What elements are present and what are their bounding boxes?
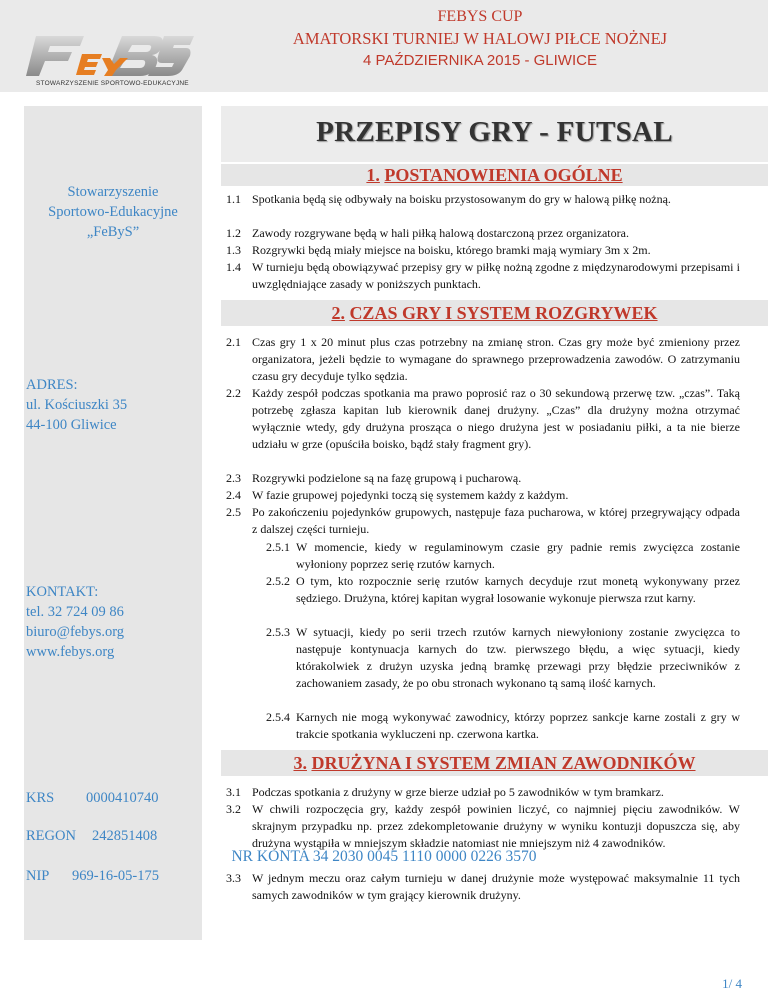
febys-logo-icon	[22, 30, 194, 80]
header-date: 4 PAŹDZIERNIKA 2015 - GLIWICE	[363, 52, 597, 69]
contact-website[interactable]: www.febys.org	[26, 644, 115, 660]
rule-text: W chwili rozpoczęcia gry, każdy zespół powinien liczyć, co najmniej pięciu zawodników. W skrajnym przypadku np. przez zdekompletowanie drużyny w wyniku kontuzji dopuszcza się, aby drużyna wystąpiła w mniejszym składzie natomiast nie mniejszym niż 4 zawodników.	[252, 802, 740, 850]
rule-item	[226, 242, 740, 259]
header-subtitle: AMATORSKI TURNIEJ W HALOWJ PIŁCE NOŻNEJ	[292, 29, 668, 48]
sidebar-contact	[26, 582, 124, 662]
section-number: 1.	[366, 165, 380, 185]
sidebar-address	[26, 375, 127, 435]
rule-text: Po zakończeniu pojedynków grupowych, następuje faza pucharowa, w której przegrywający odpada z dalszej części turnieju.	[252, 505, 740, 536]
rule-item	[226, 870, 740, 904]
nip-label: NIP	[26, 868, 50, 884]
address-city: 44-100 Gliwice	[26, 417, 117, 433]
rule-item	[226, 334, 740, 385]
rule-text: W momencie, kiedy w regulaminowym czasie gry padnie remis zwycięzca zostanie wyłoniony poprzez serię rzutów karnych.	[296, 540, 740, 571]
bank-account: NR KONTA 34 2030 0045 1110 0000 0226 3570	[231, 848, 537, 865]
rule-number: 2.5	[226, 505, 241, 519]
rule-number: 2.5.4	[266, 710, 290, 724]
org-line: Sportowo-Edukacyjne	[48, 204, 178, 220]
logo-caption: STOWARZYSZENIE SPORTOWO-EDUKACYJNE	[36, 80, 189, 87]
rule-number: 1.4	[226, 260, 241, 274]
section-heading	[221, 165, 768, 186]
rule-text: W turnieju będą obowiązywać przepisy gry w piłkę nożną zgodne z międzynarodowymi przepisami i uwzględniające zasady w poniższych punktach.	[252, 260, 740, 291]
rule-number: 2.2	[226, 386, 241, 400]
page-number: 1/ 4	[722, 976, 742, 991]
rule-item	[226, 504, 740, 538]
section-number: 2.	[331, 303, 345, 323]
rule-item	[226, 801, 740, 852]
contact-phone[interactable]: tel. 32 724 09 86	[26, 604, 124, 620]
rule-item	[226, 191, 740, 208]
regon-row	[26, 828, 157, 845]
contact-email[interactable]: biuro@febys.org	[26, 624, 125, 640]
section-heading	[221, 753, 768, 774]
krs-value: 0000410740	[86, 790, 159, 806]
rule-item	[226, 259, 740, 293]
rule-text: Każdy zespół podczas spotkania ma prawo poprosić raz o 30 sekundową przerwę tzw. „czas”. Taką potrzebę zgłasza kapitan lub kierownik danej drużyny. „Czas” dla drużyny można otrzymać wyłącznie wtedy, gdy drużyna prosząca o niego drużyna jest w posiadaniu piłki, a ta nie bierze udziału w grze (opuściła boisko, bądź stały fragment gry).	[252, 386, 740, 451]
rule-number: 2.4	[226, 488, 241, 502]
rule-item	[226, 385, 740, 453]
org-line: Stowarzyszenie	[67, 184, 159, 200]
rule-item	[226, 470, 740, 487]
rule-number: 3.2	[226, 802, 241, 816]
rule-number: 2.5.2	[266, 574, 290, 588]
rule-subitem	[266, 539, 740, 573]
nip-value: 969-16-05-175	[72, 868, 159, 884]
rule-subitem	[266, 709, 740, 743]
section-title: CZAS GRY I SYSTEM ROZGRYWEK	[349, 303, 658, 323]
rule-text: W fazie grupowej pojedynki toczą się systemem każdy z każdym.	[252, 488, 569, 502]
rule-number: 3.3	[226, 871, 241, 885]
rule-text: W sytuacji, kiedy po serii trzech rzutów karnych niewyłoniony zostanie zwycięzca to następuje kontynuacja karnych do tzw. pierwszego błędu, a więc sytuacji, kiedy którakolwiek z drużyn uzyska jedną bramkę przewagi przy błędzie przeciwników z zachowaniem zasady, że po obu stronach wykonano tą samą ilość karnych.	[296, 625, 740, 690]
rule-item	[226, 225, 740, 242]
rule-item	[226, 487, 740, 504]
section-title: POSTANOWIENIA OGÓLNE	[384, 165, 623, 185]
regon-label: REGON	[26, 828, 76, 844]
krs-row	[26, 790, 159, 807]
sidebar-org	[24, 182, 202, 242]
rule-number: 2.5.3	[266, 625, 290, 639]
rule-text: Spotkania będą się odbywały na boisku przystosowanym do gry w halową piłkę nożną.	[252, 192, 671, 206]
address-street: ul. Kościuszki 35	[26, 397, 128, 413]
rule-subitem	[266, 624, 740, 692]
org-line: „FeByS”	[86, 224, 140, 240]
rule-text: Karnych nie mogą wykonywać zawodnicy, którzy poprzez sankcje karne zostali z gry w trakcie spotkania wykluczeni np. czerwona kartka.	[296, 710, 740, 741]
rule-subitem	[266, 573, 740, 607]
rule-text: Zawody rozgrywane będą w hali piłką halową dostarczoną przez organizatora.	[252, 226, 629, 240]
krs-label: KRS	[26, 790, 55, 806]
febys-logo	[22, 30, 194, 92]
address-label: ADRES:	[26, 377, 78, 393]
rule-number: 1.3	[226, 243, 241, 257]
nip-row	[26, 868, 159, 885]
rule-item	[226, 784, 740, 801]
rule-number: 3.1	[226, 785, 241, 799]
rule-number: 2.5.1	[266, 540, 290, 554]
rule-text: Czas gry 1 x 20 minut plus czas potrzebny na zmianę stron. Czas gry może być zmieniony przez organizatora, jeżeli będzie to wymagane do sprawnego przeprowadzenia zawodów. O zatrzymaniu czasu gry decyduje tylko sędzia.	[252, 335, 740, 383]
rule-number: 1.2	[226, 226, 241, 240]
regon-value: 242851408	[92, 828, 158, 844]
rule-text: O tym, kto rozpocznie serię rzutów karnych decyduje rzut monetą wykonywany przez sędziego. Drużyna, której kapitan wygrał losowanie wykonuje pierwsza rzut karny.	[296, 574, 740, 605]
rule-text: W jednym meczu oraz całym turnieju w danej drużynie może występować maksymalnie 11 tych samych zawodników w tym grający kierownik drużyny.	[252, 871, 740, 902]
rule-text: Rozgrywki podzielone są na fazę grupową i pucharową.	[252, 471, 522, 485]
rule-number: 2.3	[226, 471, 241, 485]
section-heading	[221, 303, 768, 324]
page-title: PRZEPISY GRY - FUTSAL	[316, 116, 673, 148]
rule-text: Rozgrywki będą miały miejsce na boisku, którego bramki mają wymiary 3m x 2m.	[252, 243, 651, 257]
section-title: DRUŻYNA I SYSTEM ZMIAN ZAWODNIKÓW	[311, 753, 696, 773]
section-number: 3.	[293, 753, 307, 773]
rule-text: Podczas spotkania z drużyny w grze bierze udział po 5 zawodników w tym bramkarz.	[252, 785, 664, 799]
contact-label: KONTAKT:	[26, 584, 99, 600]
rule-number: 1.1	[226, 192, 241, 206]
rule-number: 2.1	[226, 335, 241, 349]
header-title: FEBYS CUP	[437, 8, 523, 25]
